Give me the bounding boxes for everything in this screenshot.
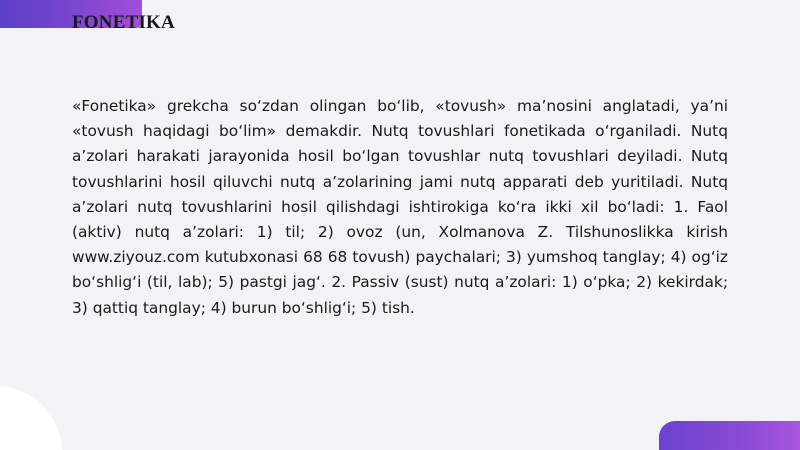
corner-circle-decoration	[0, 386, 62, 450]
bottom-accent-bar	[659, 421, 800, 450]
slide-body-paragraph: «Fonetika» grekcha so‘zdan olingan bo‘lib, «tovush» ma’nosini anglatadi, ya’ni «tovush haqidagi bo‘lim» demakdir. Nutq tovushlari fonetikada o‘rganiladi. Nutq a’zolari harakati jarayonida hosil bo‘lgan tovushlar nutq tovushlari deyiladi. Nutq tovushlarini hosil qiluvchi nutq a’zolarining jami nutq apparati deb yuritiladi. Nutq a’zolari nutq tovushlarini hosil qilishdagi ishtirokiga ko‘ra ikki xil bo‘ladi: 1. Faol (aktiv) nutq a’zolari: 1) til; 2) ovoz (un, Xolmanova Z. Tilshunoslikka kirish www.ziyouz.com kutubxonasi 68 68 tovush) paychalari; 3) yumshoq tanglay; 4) og‘iz bo‘shlig‘i (til, lab); 5) pastgi jag‘. 2. Passiv (sust) nutq a’zolari: 1) o‘pka; 2) kekirdak; 3) qattiq tanglay; 4) burun bo‘shlig‘i; 5) tish.	[72, 97, 728, 317]
slide-title: FONETIKA	[72, 12, 175, 33]
